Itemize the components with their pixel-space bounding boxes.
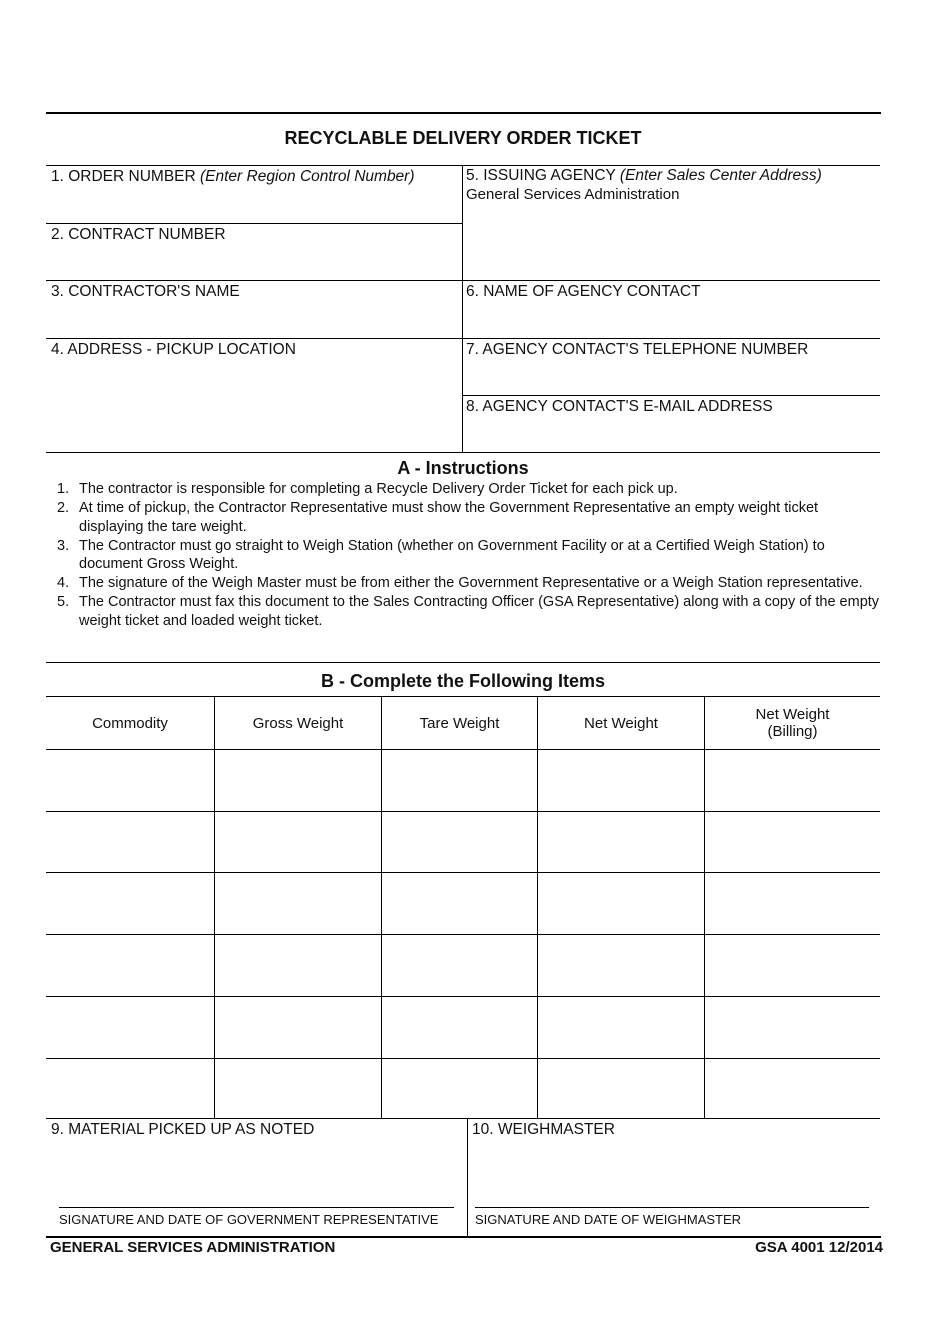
weighmaster-field[interactable] bbox=[472, 1121, 615, 1139]
order-number-label: 1. ORDER NUMBER bbox=[51, 168, 196, 185]
grid-line bbox=[46, 280, 880, 281]
col-header-tare-weight: Tare Weight bbox=[419, 714, 500, 732]
issuing-agency-value: General Services Administration bbox=[466, 186, 680, 203]
instruction-item bbox=[52, 537, 882, 574]
instruction-number: 4. bbox=[57, 575, 70, 591]
agency-contact-name-field[interactable] bbox=[466, 283, 701, 301]
grid-line bbox=[46, 452, 880, 453]
grid-divider bbox=[462, 165, 463, 452]
table-col-line bbox=[381, 696, 382, 1118]
instruction-item bbox=[52, 499, 882, 536]
grid-line bbox=[462, 395, 880, 396]
instruction-number: 5. bbox=[57, 594, 70, 610]
issuing-agency-label: 5. ISSUING AGENCY bbox=[466, 167, 616, 184]
section-b-top-rule bbox=[46, 662, 880, 663]
table-header-bottom bbox=[46, 749, 880, 750]
grid-line bbox=[46, 338, 880, 339]
instruction-text: The contractor is responsible for completing a Recycle Delivery Order Ticket for each pick up. bbox=[79, 481, 678, 497]
instruction-item bbox=[52, 480, 882, 499]
instruction-text: The Contractor must fax this document to the Sales Contracting Officer (GSA Representative) along with a copy of the empty weight ticket and loaded weight ticket. bbox=[79, 594, 880, 629]
agency-contact-email-label: 8. AGENCY CONTACT'S E-MAIL ADDRESS bbox=[466, 398, 773, 415]
instruction-text: At time of pickup, the Contractor Representative must show the Government Representative an empty weight ticket displaying the tare weight. bbox=[79, 500, 819, 535]
table-row-line bbox=[46, 934, 880, 935]
weighmaster-signature-label: SIGNATURE AND DATE OF WEIGHMASTER bbox=[475, 1212, 742, 1227]
grid-line bbox=[46, 223, 462, 224]
pickup-address-label: 4. ADDRESS - PICKUP LOCATION bbox=[51, 341, 296, 358]
instruction-number: 2. bbox=[57, 500, 70, 516]
section-b-heading: B - Complete the Following Items bbox=[320, 671, 605, 691]
form-title: RECYCLABLE DELIVERY ORDER TICKET bbox=[284, 128, 642, 148]
issuing-agency-hint: (Enter Sales Center Address) bbox=[619, 167, 822, 184]
table-col-line bbox=[704, 696, 705, 1118]
signature-divider bbox=[467, 1118, 468, 1237]
table-row-line bbox=[46, 811, 880, 812]
material-picked-up-field[interactable] bbox=[51, 1121, 314, 1139]
footer-form-id: GSA 4001 12/2014 bbox=[755, 1239, 883, 1256]
table-row-line bbox=[46, 996, 880, 997]
col-header-net-weight: Net Weight bbox=[584, 714, 658, 732]
instruction-text: The Contractor must go straight to Weigh Station (whether on Government Facility or at a Certified Weigh Station) to document Gross Weight. bbox=[79, 537, 825, 572]
agency-contact-email-field[interactable] bbox=[466, 398, 773, 416]
contract-number-label: 2. CONTRACT NUMBER bbox=[51, 226, 226, 243]
issuing-agency-field[interactable] bbox=[466, 167, 822, 185]
top-rule bbox=[46, 112, 881, 114]
table-bottom bbox=[46, 1118, 880, 1119]
agency-contact-phone-field[interactable] bbox=[466, 341, 808, 359]
instruction-text: The signature of the Weigh Master must be from either the Government Representative or a Weigh Station representative. bbox=[79, 575, 863, 591]
table-col-line bbox=[537, 696, 538, 1118]
pickup-address-field[interactable] bbox=[51, 341, 296, 359]
order-number-field[interactable] bbox=[51, 168, 415, 186]
instruction-number: 3. bbox=[57, 537, 70, 554]
contractor-name-field[interactable] bbox=[51, 283, 240, 301]
instruction-item bbox=[52, 574, 882, 593]
weighmaster-label: 10. WEIGHMASTER bbox=[472, 1121, 615, 1138]
table-col-line bbox=[214, 696, 215, 1118]
order-number-hint: (Enter Region Control Number) bbox=[200, 168, 415, 185]
instruction-number: 1. bbox=[57, 481, 70, 497]
weighmaster-signature-line[interactable] bbox=[475, 1207, 869, 1208]
material-picked-up-label: 9. MATERIAL PICKED UP AS NOTED bbox=[51, 1121, 315, 1138]
gov-rep-signature-line[interactable] bbox=[59, 1207, 454, 1208]
bottom-rule bbox=[46, 1236, 881, 1238]
gov-rep-signature-label: SIGNATURE AND DATE OF GOVERNMENT REPRESENTATIVE bbox=[59, 1212, 439, 1227]
table-row-line bbox=[46, 872, 880, 873]
col-header-gross-weight: Gross Weight bbox=[252, 714, 344, 732]
agency-contact-phone-label: 7. AGENCY CONTACT'S TELEPHONE NUMBER bbox=[466, 341, 809, 358]
contract-number-field[interactable] bbox=[51, 226, 226, 244]
header-grid-top bbox=[46, 165, 880, 166]
agency-contact-name-label: 6. NAME OF AGENCY CONTACT bbox=[466, 283, 701, 300]
instructions-list bbox=[52, 480, 882, 631]
section-a-heading: A - Instructions bbox=[397, 458, 529, 478]
instruction-item bbox=[52, 593, 882, 630]
col-header-commodity: Commodity bbox=[92, 714, 168, 732]
col-header-net-weight-billing: Net Weight (Billing) bbox=[755, 706, 830, 740]
table-row-line bbox=[46, 1058, 880, 1059]
contractor-name-label: 3. CONTRACTOR'S NAME bbox=[51, 283, 240, 300]
footer-agency: GENERAL SERVICES ADMINISTRATION bbox=[50, 1239, 336, 1256]
